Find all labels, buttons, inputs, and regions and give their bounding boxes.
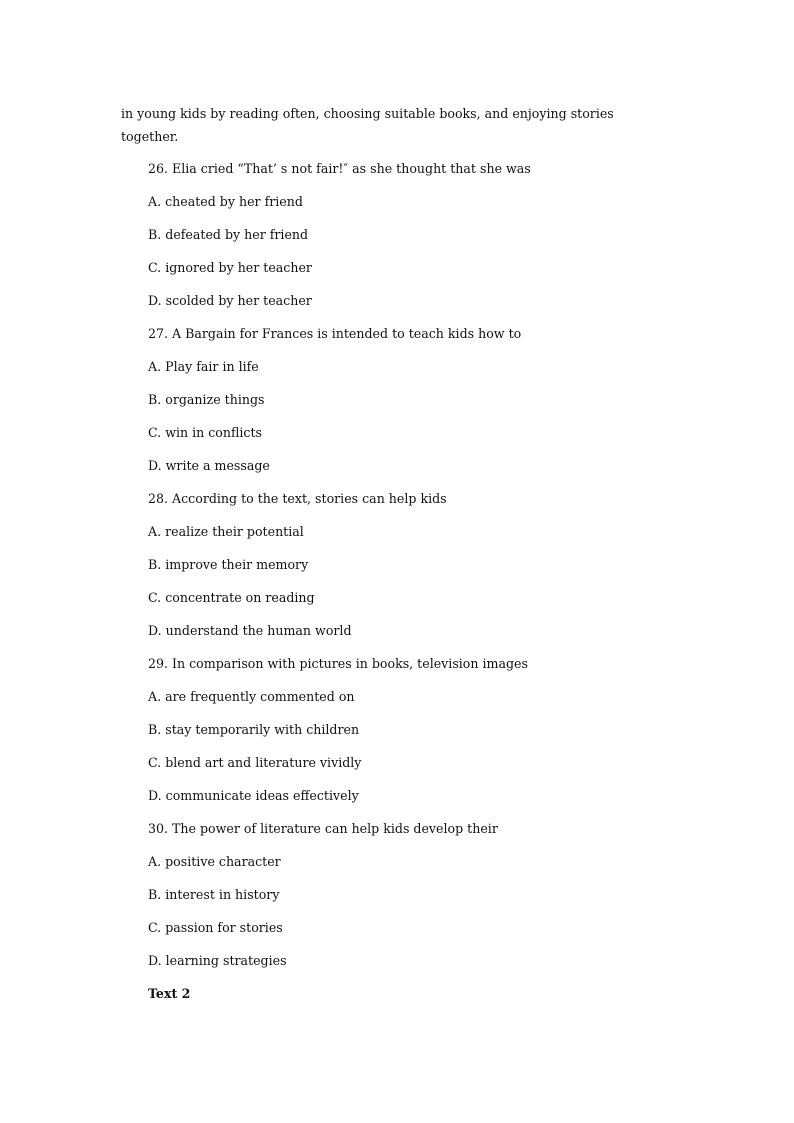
option-27d: D. write a message [148, 458, 270, 473]
option-26b: B. defeated by her friend [148, 227, 309, 242]
question-stem-30: 30. The power of literature can help kids develop their [148, 821, 498, 836]
option-30a: A. positive character [148, 854, 281, 869]
section-heading: Text 2 [148, 986, 191, 1001]
option-28c: C. concentrate on reading [148, 590, 315, 605]
option-30b: B. interest in history [148, 887, 280, 902]
question-stem-28: 28. According to the text, stories can help kids [148, 491, 447, 506]
option-29c: C. blend art and literature vividly [148, 755, 362, 770]
option-29a: A. are frequently commented on [148, 689, 355, 704]
option-26d: D. scolded by her teacher [148, 293, 312, 308]
option-29b: B. stay temporarily with children [148, 722, 360, 737]
option-26c: C. ignored by her teacher [148, 260, 312, 275]
option-27c: C. win in conflicts [148, 425, 263, 440]
option-27a: A. Play fair in life [148, 359, 259, 374]
option-30c: C. passion for stories [148, 920, 283, 935]
option-28b: B. improve their memory [148, 557, 309, 572]
option-30d: D. learning strategies [148, 953, 287, 968]
question-stem-26: 26. Elia cried “That’ s not fair!″ as she thought that she was [148, 161, 531, 176]
question-stem-27: 27. A Bargain for Frances is intended to teach kids how to [148, 326, 522, 341]
intro-line: together. [121, 128, 179, 144]
option-27b: B. organize things [148, 392, 265, 407]
option-26a: A. cheated by her friend [148, 194, 303, 209]
intro-line: in young kids by reading often, choosing suitable books, and enjoying stories [121, 106, 614, 121]
option-28a: A. realize their potential [148, 524, 304, 539]
intro-paragraph [121, 103, 681, 148]
question-list [148, 158, 708, 1016]
option-28d: D. understand the human world [148, 623, 352, 638]
option-29d: D. communicate ideas effectively [148, 788, 359, 803]
question-stem-29: 29. In comparison with pictures in books, television images [148, 656, 528, 671]
